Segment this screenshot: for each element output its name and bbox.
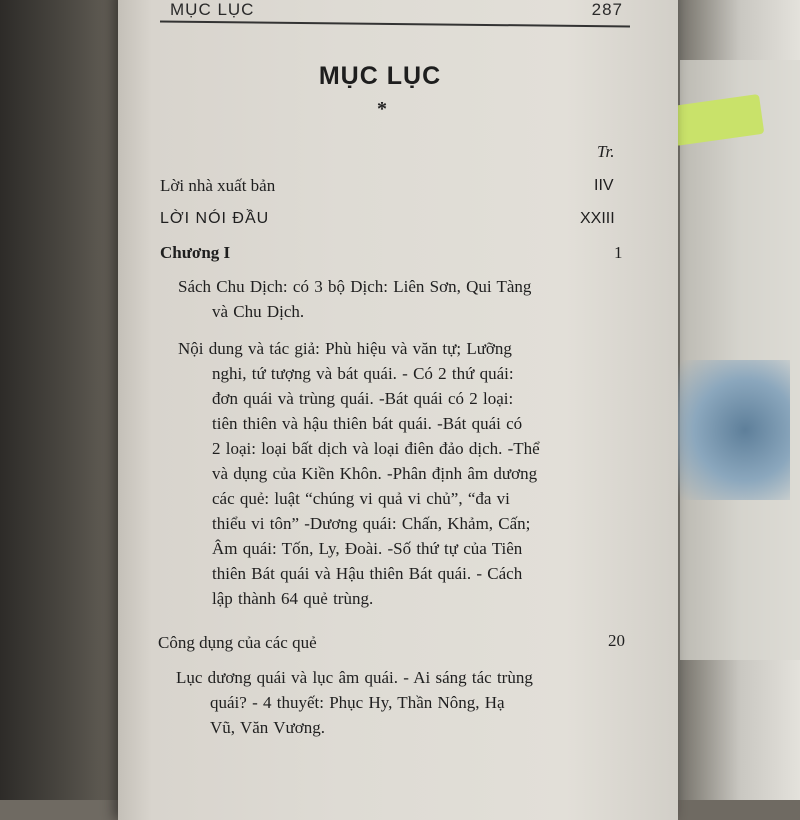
text-line: và dụng của Kiền Khôn. -Phân định âm dương	[212, 464, 538, 483]
page-column-label: Tr.	[597, 142, 615, 161]
page-title: MỤC LỤC	[318, 62, 442, 90]
text-line: lập thành 64 quẻ trùng.	[212, 589, 374, 608]
text-line: nghi, tứ tượng và bát quái. - Có 2 thứ quái:	[212, 364, 514, 383]
text-line: Âm quái: Tốn, Ly, Đoài. -Số thứ tự của Tiên	[212, 539, 523, 558]
toc-entry-label: Lời nhà xuất bản	[160, 176, 276, 195]
toc-entry-chapter-1[interactable]: Chương I	[160, 243, 231, 262]
text-line: thiểu vi tôn” -Dương quái: Chấn, Khảm, Cấn;	[212, 514, 531, 533]
toc-entry-cong-dung[interactable]: Công dụng của các quẻ	[158, 633, 317, 652]
text-line: và Chu Dịch.	[212, 302, 305, 321]
text-line: tiên thiên và hậu thiên bát quái. -Bát quái có	[212, 414, 523, 433]
text-line: Vũ, Văn Vương.	[210, 718, 325, 737]
book-spine-shadow	[0, 0, 130, 800]
toc-subentry-luc-duong	[176, 665, 606, 740]
toc-entry-page: XXIII	[580, 210, 615, 227]
text-line: đơn quái và trùng quái. -Bát quái có 2 loại:	[212, 389, 514, 408]
running-head-title: MỤC LỤC	[170, 0, 255, 19]
toc-entry-page: 1	[614, 243, 623, 262]
toc-entry-page: 20	[608, 631, 625, 650]
text-line: Nội dung và tác giả: Phù hiệu và văn tự; Lưỡng	[178, 339, 512, 358]
toc-entry-page: IIV	[594, 177, 614, 194]
text-line: thiên Bát quái và Hậu thiên Bát quái. - Cách	[212, 564, 523, 583]
running-head-page-number: 287	[591, 0, 623, 19]
text-line: Sách Chu Dịch: có 3 bộ Dịch: Liên Sơn, Qui Tàng	[178, 277, 532, 296]
text-line: 2 loại: loại bất dịch và loại điên đảo dịch. -Thể	[212, 439, 540, 458]
toc-entry-foreword[interactable]: LỜI NÓI ĐẦU	[160, 210, 270, 227]
running-head	[170, 0, 625, 22]
toc-subentry-noi-dung	[178, 336, 608, 611]
text-line: quái? - 4 thuyết: Phục Hy, Thần Nông, Hạ	[210, 693, 505, 712]
text-line: các quẻ: luật “chúng vi quả vi chủ”, “đa vi	[212, 489, 510, 508]
toc-subentry-chu-dich	[178, 274, 608, 324]
text-line: Lục dương quái và lục âm quái. - Ai sáng tác trùng	[176, 668, 533, 687]
asterisk-ornament: *	[377, 98, 387, 120]
